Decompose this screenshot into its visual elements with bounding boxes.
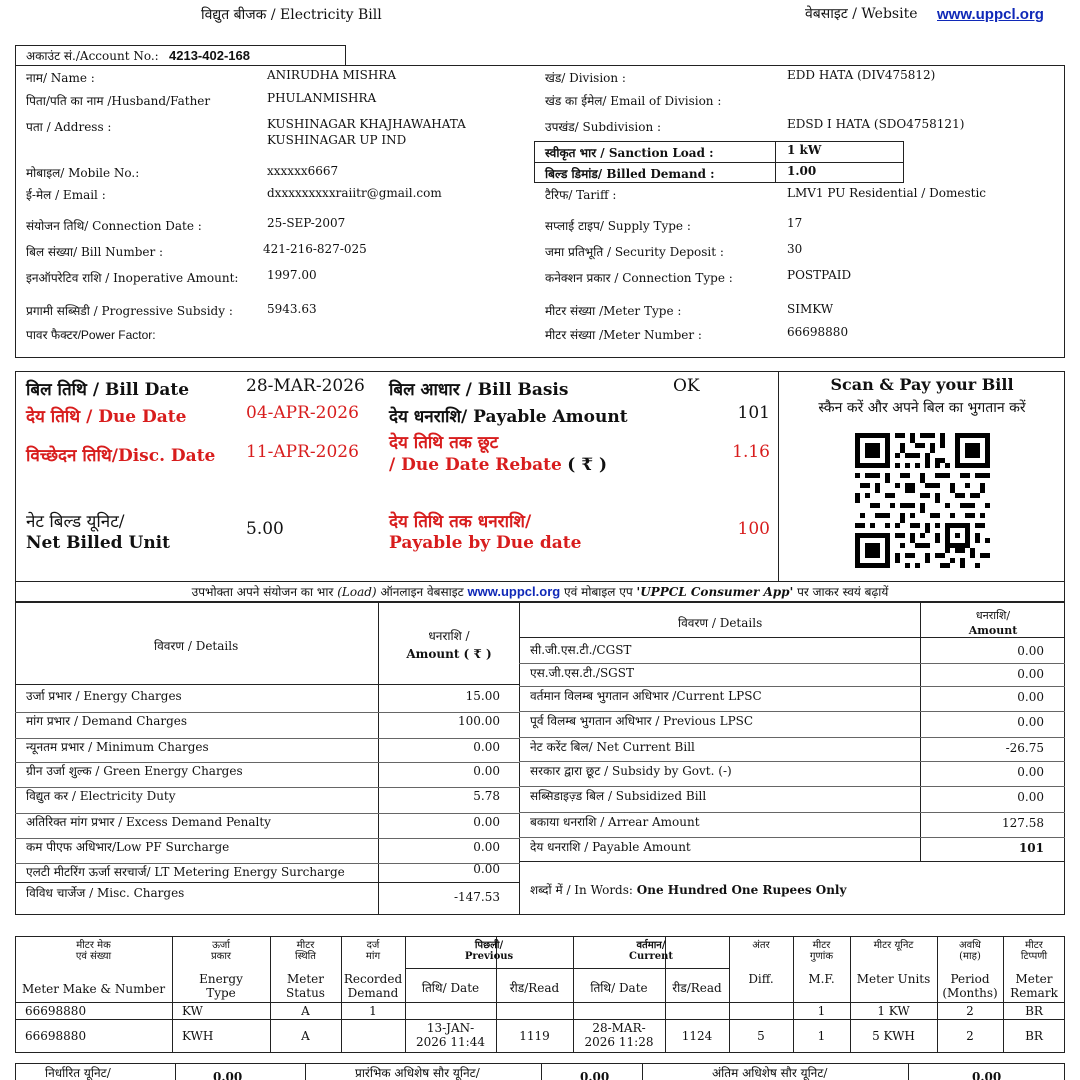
meter-header-hindi: दर्ज मांग [365, 940, 381, 962]
website-label: वेबसाइट / Website [805, 6, 918, 22]
security-deposit-label: जमा प्रतिभूति / Security Deposit : [545, 245, 724, 259]
rupee-symbol: ( ₹ ) [567, 455, 607, 475]
load-notice [15, 585, 1065, 599]
inoperative-label: इनऑपरेटिव राशि / Inoperative Amount: [26, 271, 239, 285]
amount-header-line1: धनराशि / [428, 629, 470, 643]
charge-value: 101 [1018, 841, 1044, 855]
website-link[interactable]: www.uppcl.org [937, 6, 1044, 23]
charge-label: पूर्व विलम्ब भुगतान अधिभार / Previous LPSC [530, 714, 754, 728]
notice-text-4: पर जाकर स्वयं बढ़ायें [797, 585, 889, 599]
charge-label: कम पीएफ अधिभार/Low PF Surcharge [26, 840, 230, 854]
meter-cell: 1119 [519, 1029, 550, 1043]
charge-value: 0.00 [1017, 790, 1044, 804]
payable-due-label-line2: Payable by Due date [389, 533, 582, 553]
meter-cell: 66698880 [25, 1004, 87, 1018]
payable-amount-value: 101 [737, 403, 770, 423]
meter-type-label: मीटर संख्या /Meter Type : [545, 304, 682, 318]
meter-cell: 5 [757, 1029, 765, 1043]
net-unit-label-line1: नेट बिल्ड यूनिट/ [26, 512, 125, 532]
charge-value: 0.00 [473, 815, 500, 829]
division-value: EDD HATA (DIV475812) [787, 68, 936, 82]
charge-label: न्यूनतम प्रभार / Minimum Charges [26, 740, 209, 754]
meter-header-current: वर्तमान/ Current [628, 940, 674, 962]
subsidy-value: 5943.63 [267, 302, 317, 316]
meter-header-hindi: मीटर गुणांक [809, 940, 834, 962]
charge-label: बकाया धनराशि / Arrear Amount [530, 815, 700, 829]
meter-cell: 1 [369, 1004, 377, 1018]
meter-cell: A [301, 1029, 310, 1043]
charge-value: 127.58 [1002, 816, 1044, 830]
meter-header-hindi: मीटर यूनिट [873, 940, 914, 951]
email-value: dxxxxxxxxxraiitr@gmail.com [267, 186, 442, 200]
right-amount-header-line1: धनराशि/ [975, 609, 1011, 622]
net-unit-label-line2: Net Billed Unit [26, 533, 170, 553]
meter-subheader: रीड/Read [509, 981, 560, 995]
due-date-value: 04-APR-2026 [246, 403, 359, 423]
meter-header: M.F. [808, 972, 835, 986]
charge-label: एस.जी.एस.टी./SGST [530, 666, 634, 680]
meter-subheader: तिथि/ Date [421, 981, 480, 995]
meter-header: Energy Type [199, 972, 243, 1000]
connection-date-value: 25-SEP-2007 [267, 216, 346, 230]
disc-date-value: 11-APR-2026 [246, 442, 359, 462]
meter-header-hindi: अंतर [752, 940, 770, 951]
charge-value: 0.00 [473, 764, 500, 778]
connection-type-label: कनेक्शन प्रकार / Connection Type : [545, 271, 733, 285]
charge-value: 15.00 [465, 689, 500, 703]
charge-value: -147.53 [453, 890, 500, 904]
meter-cell: 1 [817, 1029, 826, 1043]
right-amount-header-line2: Amount [968, 624, 1018, 637]
charge-value: 0.00 [1017, 667, 1044, 681]
meter-number-label: मीटर संख्या /Meter Number : [545, 328, 702, 342]
tariff-value: LMV1 PU Residential / Domestic [787, 186, 986, 200]
address-line2: KUSHINAGAR UP IND [267, 133, 407, 147]
details-header-left: विवरण / Details [154, 639, 239, 653]
account-label: अकाउंट सं./Account No.: [26, 49, 159, 63]
disc-date-label: विच्छेदन तिथि/Disc. Date [26, 446, 216, 466]
bill-basis-label: बिल आधार / Bill Basis [389, 380, 569, 400]
bill-number-label: बिल संख्या/ Bill Number : [26, 245, 164, 259]
charge-label: देय धनराशि / Payable Amount [530, 840, 691, 854]
meter-header-hindi: मीटर स्थिति [295, 940, 316, 962]
notice-text-3: एवं मोबाइल एप [564, 585, 633, 599]
security-deposit-value: 30 [787, 242, 803, 256]
meter-subheader: रीड/Read [672, 981, 722, 995]
meter-header: Diff. [748, 972, 774, 986]
name-value: ANIRUDHA MISHRA [267, 68, 397, 82]
initial-solar-label: प्रारंभिक अधिशेष सौर यूनिट/ [355, 1066, 480, 1080]
charge-label: अतिरिक्त मांग प्रभार / Excess Demand Penalty [26, 815, 271, 829]
row-divider [519, 737, 1065, 738]
payable-due-label-line1: देय तिथि तक धनराशि/ [389, 512, 532, 532]
notice-load-word: (Load) [337, 585, 377, 599]
meter-header: Period (Months) [942, 972, 998, 1000]
details-header-right: विवरण / Details [678, 616, 763, 630]
row-divider [15, 1019, 1065, 1020]
meter-cell: 13-JAN- 2026 11:44 [416, 1021, 485, 1049]
rebate-value: 1.16 [732, 442, 770, 462]
payable-amount-label: देय धनराशि/ Payable Amount [389, 407, 628, 427]
charge-value: 0.00 [1017, 690, 1044, 704]
meter-cell: KWH [182, 1029, 214, 1043]
account-number: 4213-402-168 [169, 48, 250, 63]
meter-cell: 1 [817, 1004, 826, 1018]
name-label: नाम/ Name : [26, 71, 95, 85]
meter-cell: A [301, 1004, 310, 1018]
meter-header: Meter Make & Number [21, 982, 166, 996]
charge-value: 0.00 [1017, 644, 1044, 658]
meter-header-hindi: ऊर्जा प्रकार [210, 940, 232, 962]
charge-value: -26.75 [1005, 741, 1044, 755]
inoperative-value: 1997.00 [267, 268, 317, 282]
billed-demand-label: बिल्ड डिमांड/ Billed Demand : [545, 167, 715, 181]
meter-header-hindi: मीटर मेक एवं संख्या [75, 940, 112, 962]
charge-label: विद्युत कर / Electricity Duty [26, 789, 176, 803]
charge-value: 0.00 [473, 740, 500, 754]
charge-label: सब्सिडाइज़्ड बिल / Subsidized Bill [530, 789, 707, 803]
due-date-label: देय तिथि / Due Date [26, 407, 187, 427]
charge-label: विविध चार्जेज / Misc. Charges [26, 886, 185, 900]
father-value: PHULANMISHRA [267, 91, 377, 105]
division-email-label: खंड का ईमेल/ Email of Division : [545, 94, 722, 108]
assessed-units-value: 0.00 [213, 1070, 243, 1080]
scan-title: Scan & Pay your Bill [830, 375, 1014, 394]
bill-date-value: 28-MAR-2026 [246, 376, 365, 396]
meter-cell: 2 [966, 1004, 974, 1018]
row-divider [15, 762, 520, 763]
subdivision-label: उपखंड/ Subdivision : [545, 120, 662, 134]
subsidy-label: प्रगामी सब्सिडी / Progressive Subsidy : [26, 304, 233, 318]
connection-type-value: POSTPAID [787, 268, 852, 282]
division-label: खंड/ Division : [545, 71, 626, 85]
initial-solar-value: 0.00 [580, 1070, 610, 1080]
charge-label: ग्रीन उर्जा शुल्क / Green Energy Charges [26, 764, 243, 778]
charge-label: उर्जा प्रभार / Energy Charges [26, 689, 182, 703]
mobile-value: xxxxxx6667 [267, 164, 339, 178]
power-factor-label: पावर फैक्टर/Power Factor: [26, 328, 156, 342]
supply-type-label: सप्लाई टाइप/ Supply Type : [545, 219, 691, 233]
charge-label: सरकार द्वारा छूट / Subsidy by Govt. (-) [530, 764, 732, 778]
meter-cell: 2 [966, 1029, 974, 1043]
bill-title: विद्युत बीजक / Electricity Bill [201, 7, 382, 23]
meter-cell: 66698880 [25, 1029, 87, 1043]
meter-cell: BR [1025, 1029, 1043, 1043]
final-solar-label: अंतिम अधिशेष सौर यूनिट/ [712, 1066, 828, 1080]
row-divider [519, 711, 1065, 712]
row-divider [15, 838, 520, 839]
meter-cell: KW [182, 1004, 203, 1018]
row-divider [519, 812, 1065, 813]
subdivision-value: EDSD I HATA (SDO4758121) [787, 117, 965, 131]
row-divider [15, 1002, 1065, 1003]
scan-subtitle: स्कैन करें और अपने बिल का भुगतान करें [818, 400, 1026, 416]
row-divider [405, 968, 729, 969]
meter-type-value: SIMKW [787, 302, 834, 316]
charge-label: एलटी मीटरिंग ऊर्जा सरचार्ज/ LT Metering Energy Surcharge [26, 865, 345, 879]
notice-text-1: उपभोक्ता अपने संयोजन का भार [191, 585, 334, 599]
meter-header-hindi: अवधि (माह) [959, 940, 981, 962]
meter-header: Meter Status [286, 972, 325, 1000]
address-label: पता / Address : [26, 120, 112, 134]
bill-basis-value: OK [673, 376, 700, 396]
net-unit-value: 5.00 [246, 519, 284, 539]
row-divider [519, 786, 1065, 787]
charge-label: नेट करेंट बिल/ Net Current Bill [530, 740, 695, 754]
billed-demand-value: 1.00 [787, 164, 817, 178]
notice-app-name: 'UPPCL Consumer App' [636, 585, 794, 599]
supply-type-value: 17 [787, 216, 803, 230]
amount-header-line2: Amount ( ₹ ) [406, 647, 492, 661]
meter-cell: 5 KWH [872, 1029, 915, 1043]
row-divider [519, 837, 1065, 838]
email-label: ई-मेल / Email : [26, 188, 106, 202]
connection-date-label: संयोजन तिथि/ Connection Date : [26, 219, 202, 233]
bill-date-label: बिल तिथि / Bill Date [26, 380, 190, 400]
payment-qr-code[interactable] [855, 433, 990, 568]
father-label: पिता/पति का नाम /Husband/Father [26, 94, 211, 108]
row-divider [519, 686, 1065, 687]
meter-header-previous: पिछली/ Previous [464, 940, 514, 962]
row-divider [519, 663, 1065, 664]
meter-subheader: तिथि/ Date [590, 981, 648, 995]
final-solar-value: 0.00 [972, 1070, 1002, 1080]
tariff-label: टैरिफ/ Tariff : [545, 188, 617, 202]
charge-label: वर्तमान विलम्ब भुगतान अधिभार /Current LPSC [530, 689, 762, 703]
sanction-load-value: 1 kW [787, 143, 822, 157]
in-words-value: One Hundred One Rupees Only [636, 883, 847, 897]
address-line1: KUSHINAGAR KHAJHAWAHATA [267, 117, 466, 131]
rebate-label-line2: / Due Date Rebate [389, 455, 562, 475]
charge-value: 0.00 [473, 862, 500, 876]
notice-url-link[interactable]: www.uppcl.org [467, 584, 561, 599]
meter-header-hindi: मीटर टिप्पणी [1020, 940, 1048, 962]
meter-header: Meter Units [856, 972, 931, 986]
in-words [530, 883, 846, 897]
rebate-label-line1: देय तिथि तक छूट [389, 433, 499, 453]
charge-value: 100.00 [458, 714, 500, 728]
meter-cell: BR [1025, 1004, 1043, 1018]
meter-header: Recorded Demand [343, 972, 403, 1000]
row-divider [15, 712, 520, 713]
in-words-label: शब्दों में / In Words: [530, 883, 633, 897]
meter-cell: 28-MAR- 2026 11:28 [584, 1021, 654, 1049]
bill-number-value: 421-216-827-025 [263, 242, 367, 256]
charge-value: 0.00 [473, 840, 500, 854]
charge-value: 5.78 [473, 789, 500, 803]
meter-cell: 1 KW [877, 1004, 910, 1018]
assessed-units-label: निर्धारित यूनिट/ [45, 1066, 111, 1080]
meter-number-value: 66698880 [787, 325, 849, 339]
charge-value: 0.00 [1017, 765, 1044, 779]
row-divider [15, 787, 520, 788]
charge-value: 0.00 [1017, 715, 1044, 729]
meter-cell: 1124 [681, 1029, 713, 1043]
meter-header: Meter Remark [1010, 972, 1058, 1000]
charge-label: मांग प्रभार / Demand Charges [26, 714, 188, 728]
notice-text-2: ऑनलाइन वेबसाइट [380, 585, 464, 599]
charge-label: सी.जी.एस.टी./CGST [530, 643, 632, 657]
row-divider [15, 738, 520, 739]
row-divider [15, 813, 520, 814]
mobile-label: मोबाइल/ Mobile No.: [26, 166, 140, 180]
payable-due-value: 100 [737, 519, 770, 539]
row-divider [519, 761, 1065, 762]
sanction-load-label: स्वीकृत भार / Sanction Load : [545, 146, 714, 160]
